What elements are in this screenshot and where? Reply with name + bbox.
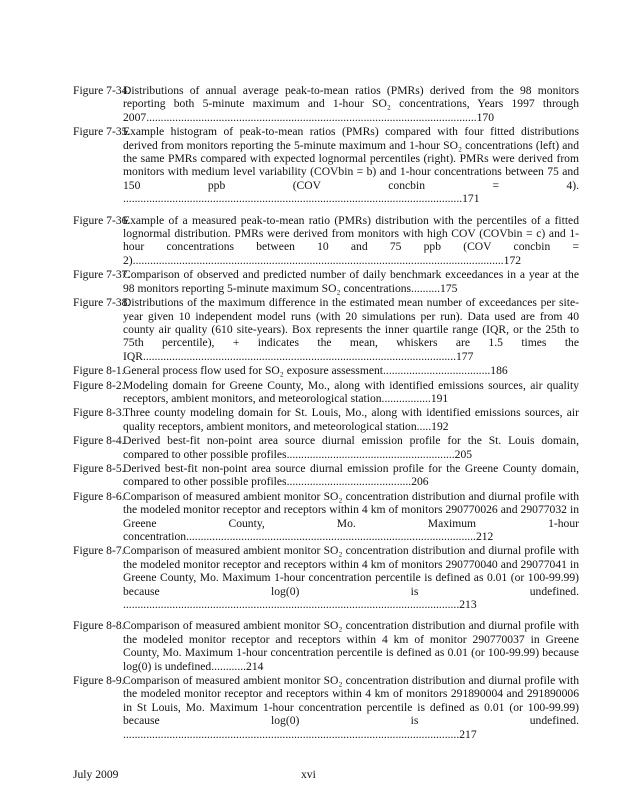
page-number: 177 [456,349,474,363]
dot-leader: ........................................... [286,475,412,489]
figure-caption: Distributions of annual average peak-to-mean ratios (PMRs) derived from the 98 monitors reporting both 5-minute maximum and 1-hour SO₂ concentrations, Years 1997 through 2007 [123,84,579,124]
page-number: 212 [475,530,494,543]
dot-leader: ............................................................................................................ [142,349,456,363]
dot-leader: .................................................................................................................. [146,110,477,124]
figure-label: Figure 8-1. [73,364,125,378]
page-number: 213 [459,598,477,612]
figure-label: Figure 7-35. [73,125,131,139]
toc-entry [73,214,579,268]
page-number: 175 [440,281,458,295]
toc-entry [73,490,579,544]
toc-entry [73,674,579,741]
figure-label: Figure 7-37. [73,268,131,282]
dot-leader: .................................................................................................... [186,530,476,543]
footer-page-number: xvi [301,768,316,781]
page-number: 191 [430,391,449,405]
figure-label: Figure 8-2. [73,378,125,392]
figure-caption: Comparison of measured ambient monitor SO₂ concentration distribution and diurnal profile with the modeled monitor receptor and receptors within 4 km of monitors 290770026 and 29077032 in Greene County, Mo. Maximum 1-hour concentration [123,489,579,543]
figure-caption: Derived best-fit non-point area source diurnal emission profile for the Greene County domain, compared to other possible profiles [123,461,579,489]
figure-label: Figure 8-9. [73,674,125,688]
dot-leader: .................................................................................................................... [123,598,460,612]
toc-entry [73,364,579,377]
dot-leader: ............ [211,659,247,673]
figure-label: Figure 8-5. [73,461,125,475]
page-number: 171 [462,192,480,206]
figure-caption: Distributions of the maximum difference in the estimated mean number of exceedances per site-year given 10 independent model runs (with 20 simulations per run). Data used are from 40 county air quality (610 site-years). Box represents the inner quartile range (IQR, or the 25th to 75th percentile), + indicates the mean, whiskers are 1.5 times the IQR [123,296,579,363]
figure-label: Figure 8-4. [73,434,125,448]
dot-leader: .......................................................... [286,447,455,461]
toc-entry [73,619,579,673]
figure-label: Figure 7-36. [73,213,131,227]
figure-label: Figure 7-38. [73,296,131,310]
page-number: 192 [431,419,449,433]
toc-entry [73,434,579,461]
page-number: 205 [454,447,473,461]
figure-caption: Comparison of measured ambient monitor SO₂ concentration distribution and diurnal profile with the modeled monitor receptor and receptors within 4 km of monitors 291890004 and 291890006 in St Louis, Mo. Maximum 1-hour concentration percentile is defined as 0.01 (or 100-99.99) because log(0) is undefined. [123,674,579,728]
figure-caption: General process flow used for SO₂ exposure assessment [123,364,384,378]
list-of-figures [73,84,579,742]
dot-leader: ..................................................................................................................... [123,192,463,206]
figure-caption: Example histogram of peak-to-mean ratios (PMRs) compared with four fitted distributions derived from monitors reporting the 5-minute maximum and 1-hour SO₂ concentrations (left) and the same PMRs compared with expected lognormal percentiles (right). PMRs were derived from monitors with medium level variability (COVbin = b) and 1-hour concentrations between 75 and 150 ppb (COV concbin = 4). [123,125,579,192]
dot-leader: .................................................................................................................... [123,727,460,741]
toc-entry [73,544,579,611]
footer-date: July 2009 [73,768,119,781]
dot-leader: ................................................................................................................................ [132,253,504,267]
figure-label: Figure 8-7. [73,544,125,558]
toc-entry [73,125,579,205]
toc-entry [73,406,579,433]
dot-leader: .......... [411,281,441,295]
figure-label: Figure 7-34. [73,84,131,97]
toc-entry [73,84,579,124]
page-number: 170 [476,110,494,124]
figure-label: Figure 8-8. [73,619,125,633]
toc-entry [73,268,579,295]
page-number: 214 [246,659,264,673]
page-number: 186 [490,364,508,378]
figure-caption: Comparison of measured ambient monitor SO₂ concentration distribution and diurnal profile with the modeled monitor receptor and receptors within 4 km of monitor 290770037 in Greene County, Mo. Maximum 1-hour concentration percentile is defined as 0.01 (or 100-99.99) because log(0) is undefined [123,619,579,673]
toc-entry [73,296,579,363]
dot-leader: ..... [416,419,432,433]
figure-caption: Three county modeling domain for St. Louis, Mo., along with identified emissions sources, air quality receptors, ambient monitors, and meteorological station [123,406,579,433]
figure-caption: Example of a measured peak-to-mean ratio (PMRs) distribution with the percentiles of a fitted lognormal distribution. PMRs were derived from monitors with high COV (COVbin = c) and 1-hour concentrations between 10 and 75 ppb (COV concbin = 2) [123,213,579,267]
dot-leader: ................. [381,391,431,405]
figure-label: Figure 8-3. [73,406,125,420]
toc-entry [73,379,579,406]
figure-caption: Comparison of measured ambient monitor SO₂ concentration distribution and diurnal profile with the modeled monitor receptor and receptors within 4 km of monitors 290770040 and 29077041 in Greene County, Mo. Maximum 1-hour concentration percentile is defined as 0.01 (or 100-99.99) because log(0) is undefined. [123,544,579,598]
figure-label: Figure 8-6. [73,489,125,503]
dot-leader: ..................................... [383,364,491,378]
figure-caption: Modeling domain for Greene County, Mo., along with identified emissions sources, air quality receptors, ambient monitors, and meteorological station [123,378,579,405]
figure-caption: Derived best-fit non-point area source diurnal emission profile for the St. Louis domain, compared to other possible profiles [123,434,579,461]
toc-entry [73,462,579,489]
page-number: 172 [503,253,522,267]
figure-caption: Comparison of observed and predicted number of daily benchmark exceedances in a year at the 98 monitors reporting 5-minute maximum SO₂ concentrations [123,268,579,295]
page-number: 217 [459,727,477,741]
page-number: 206 [411,475,429,489]
